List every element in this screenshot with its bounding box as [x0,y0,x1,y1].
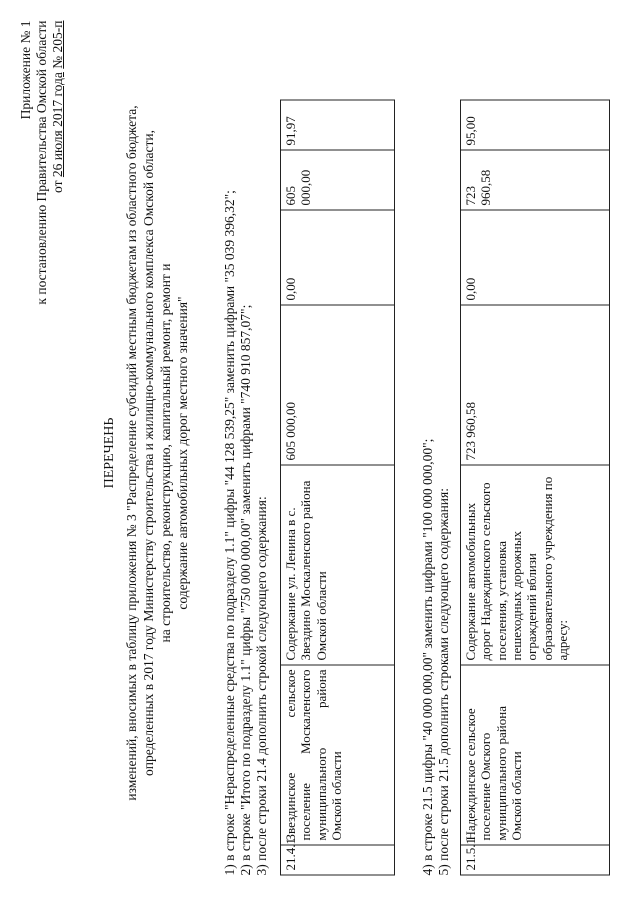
change-item: 3) после строки 21.4 дополнить строкой следующего содержания: [254,495,270,875]
amount-cell: 0,00 [281,210,395,305]
change-list-1 [222,190,271,875]
change-list-2 [420,438,452,875]
row-number: 21.5.1 [461,845,610,875]
percent-cell: 91,97 [281,100,395,150]
table-row [461,100,610,875]
description-cell: Содержание автомобильных дорог Надеждинского сельского поселения, установка пешеходных дорожных ограждений вблизи образовательного учреждения по адресу: [461,465,610,665]
amount-cell: 723 960,58 [461,150,610,210]
change-item: 5) после строки 21.5 дополнить строками следующего содержания: [436,487,452,875]
description-cell: Содержание ул. Ленина в с. Звездино Москаленского района Омской области [281,465,395,665]
change-item: 1) в строке "Нераспределенные средства по подразделу 1.1" цифры "44 128 539,25" заменить цифрами "35 039 396,32"; [222,189,237,875]
change-item: 4) в строке 21.5 цифры "40 000 000,00" заменить цифрами "100 000 000,00"; [420,438,435,875]
table-1 [280,99,395,875]
row-number: 21.4.1 [281,845,395,875]
amount-cell: 605 000,00 [281,150,395,210]
percent-cell: 95,00 [461,100,610,150]
annex-doc-number: № 205-п [50,20,66,69]
table-row [281,100,395,875]
amount-cell: 0,00 [461,210,610,305]
annex-reference: к постановлению Правительства Омской области [34,20,50,305]
amount-cell: 723 960,58 [461,305,610,465]
annex-header [18,20,67,304]
table-2 [460,99,610,875]
annex-number: Приложение № 1 [18,20,33,119]
annex-date-line: от 26 июля 2017 года № 205-п [50,20,66,193]
amount-cell: 605 000,00 [281,305,395,465]
annex-date: 26 июля 2017 года [50,71,66,177]
change-item: 2) в строке "Итого по подразделу 1.1" цифры "750 000 000,00" заменить цифрами "740 910 857,07"; [238,304,254,875]
recipient-cell: Звездинское сельское поселение Москаленского муниципального района Омской области [281,665,395,845]
document-title: ПЕРЕЧЕНЬ [102,417,117,488]
recipient-cell: Надеждинское сельское поселение Омского муниципального района Омской области [461,665,610,845]
document-subtitle: изменений, вносимых в таблицу приложения № 3 "Распределение субсидий местным бюджетам из областного бюджета, определенных в 2017 году Министерству строительства и жилищно-коммунального комплекса Омской области, на строительство, реконструкцию, капитальный ремонт, ремонт и содержание автомобильных дорог местного значения" [124,104,190,801]
